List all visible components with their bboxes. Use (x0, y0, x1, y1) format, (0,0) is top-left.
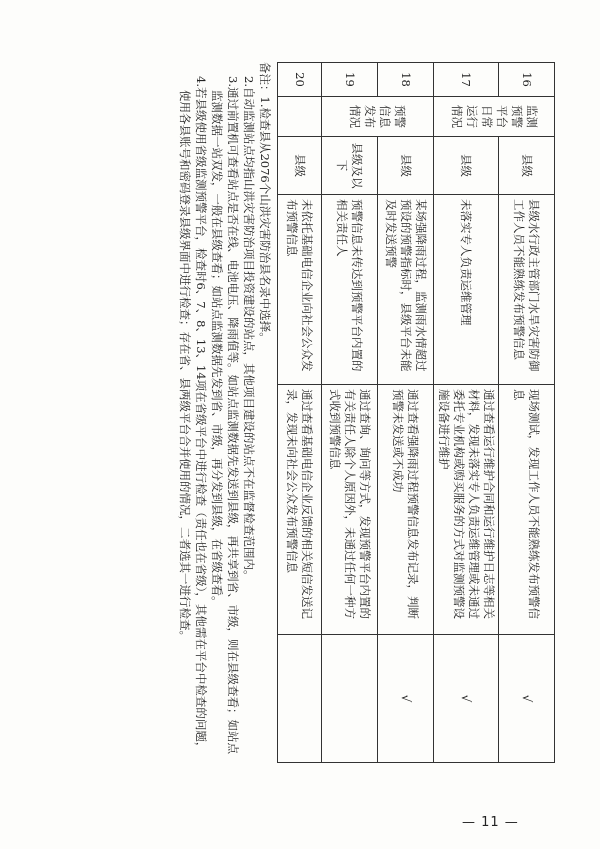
note-item: 3.通过前置机可查看站点是否在线、电池电压、降雨值等。如站点监测数据先发送到县级，再共享到省、市级，则在县级查看；如站点监测数据一站双发，一般在县级查看；如站点监测数据先发到省、市级，再分发到县级，在省级查看。 (210, 76, 240, 754)
notes-section (177, 62, 273, 762)
problem-cell: 未落实专人负责运维管理 (434, 195, 499, 385)
level-cell: 县级 (434, 137, 499, 195)
check-cell (322, 635, 378, 763)
method-cell: 通过查看运行维护合同和运行维护日志等相关材料，发现未落实专人负责运维管理或未通过委托专业机构或购买服务的方式对监测预警设施设备进行维护 (434, 385, 499, 635)
note-item: 4.若县级使用省级监测预警平台，检查时6、7、8、13、14项在省级平台中进行检查（责任也在省级），其他需在平台中检查的问题，使用各县账号和密码登录县级界面中进行检查；存在省、县两级平台合并使用的情况，二者选其一进行检查。 (178, 76, 208, 754)
check-cell: √ (434, 635, 499, 763)
category-cell: 预警信息发布情况 (322, 97, 434, 137)
page-number: — 11 — (462, 815, 519, 830)
level-cell: 县级 (278, 137, 322, 195)
table-row (434, 63, 499, 763)
method-cell: 通过查询、询问等方式，发现预警平台内置的有关责任人除个人原因外，未通过任何一种方式收到预警信息 (322, 385, 378, 635)
category-cell-empty (278, 97, 322, 137)
category-cell: 监测预警平台日常运行情况 (434, 97, 555, 137)
level-cell: 县级及以下 (322, 137, 378, 195)
check-cell: √ (378, 635, 434, 763)
table-row (278, 63, 322, 763)
level-cell: 县级 (378, 137, 434, 195)
table-row (322, 63, 378, 763)
rotated-content (35, 62, 555, 762)
row-number: 20 (278, 63, 322, 97)
check-cell: √ (499, 635, 555, 763)
notes-heading: 备注： (258, 62, 272, 97)
table-row (499, 63, 555, 763)
row-number: 17 (434, 63, 499, 97)
problem-cell: 预警信息未传达到预警平台内置的相关责任人 (322, 195, 378, 385)
method-cell: 通过查看基础电信企业反馈的相关短信发送记录，发现未向社会公众发布预警信息 (278, 385, 322, 635)
row-number: 16 (499, 63, 555, 97)
method-cell: 现场测试，发现工作人员不能熟练发布预警信息 (499, 385, 555, 635)
note-item: 2.自动监测站点均指山洪灾害防治项目投资建设的站点，其他项目建设的站点不在监督检查范围内。 (242, 76, 256, 582)
problem-cell: 某场强降雨过程，监测雨水情超过预设的预警指标时，县级平台未能及时发送预警 (378, 195, 434, 385)
table-row (378, 63, 434, 763)
level-cell: 县级 (499, 137, 555, 195)
method-cell: 通过查看强降雨过程预警信息发布记录，判断预警未发送或不成功 (378, 385, 434, 635)
note-item: 备注：1.检查县从2076个山洪灾害防治县名录中选择。 (258, 62, 272, 344)
inspection-table (277, 62, 555, 763)
problem-cell: 未依托基础电信企业向社会公众发布预警信息 (278, 195, 322, 385)
problem-cell: 县级水行政主管部门水旱灾害防御工作人员不能熟练发布预警信息 (499, 195, 555, 385)
row-number: 19 (322, 63, 378, 97)
check-cell (278, 635, 322, 763)
row-number: 18 (378, 63, 434, 97)
